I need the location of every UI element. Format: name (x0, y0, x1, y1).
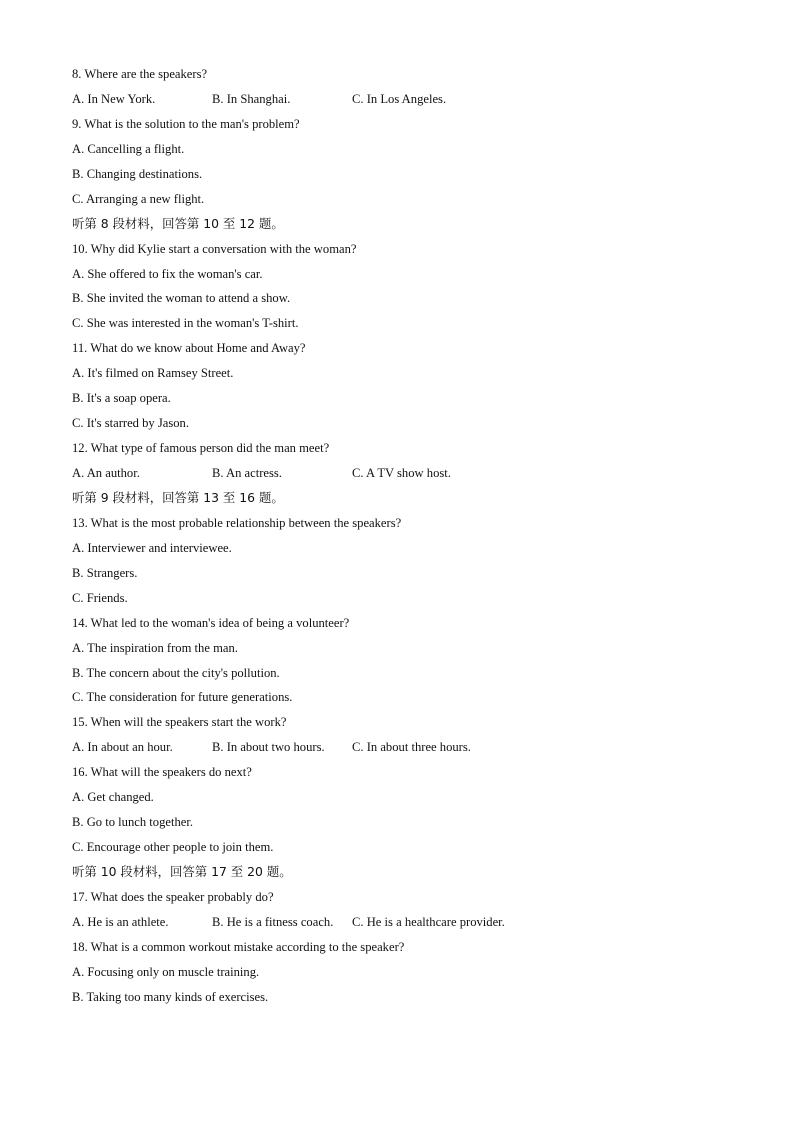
answer-option: B. Go to lunch together. (72, 815, 194, 830)
section-instruction: 听第 10 段材料，回答第 17 至 20 题。 (72, 864, 292, 879)
section-instruction: 听第 8 段材料，回答第 10 至 12 题。 (72, 215, 284, 231)
answer-option-b: B. In Shanghai. (212, 91, 291, 106)
document-page (72, 62, 732, 1010)
answer-option: C. The consideration for future generations. (72, 690, 293, 705)
option-row (72, 87, 732, 112)
question-text: 14. What led to the woman's idea of being a volunteer? (72, 615, 350, 630)
answer-option-c: C. In Los Angeles. (352, 91, 447, 106)
answer-option: B. The concern about the city's pollution. (72, 665, 280, 680)
question-text: 10. Why did Kylie start a conversation with the woman? (72, 241, 357, 256)
question-text: 15. When will the speakers start the work? (72, 715, 287, 730)
option-row (72, 735, 732, 760)
answer-option: C. Encourage other people to join them. (72, 840, 274, 855)
answer-option: A. Cancelling a flight. (72, 141, 185, 156)
question-text: 13. What is the most probable relationship between the speakers? (72, 515, 402, 530)
answer-option-b: B. In about two hours. (212, 740, 325, 755)
answer-option: B. Changing destinations. (72, 166, 203, 181)
question-text: 18. What is a common workout mistake according to the speaker? (72, 939, 405, 954)
answer-option: C. Friends. (72, 590, 128, 605)
answer-option-b: B. He is a fitness coach. (212, 914, 334, 929)
answer-option-b: B. An actress. (212, 466, 282, 480)
question-text: 8. Where are the speakers? (72, 67, 208, 81)
option-row (72, 910, 732, 935)
answer-option-c: C. In about three hours. (352, 740, 471, 755)
question-text: 12. What type of famous person did the man meet? (72, 441, 330, 456)
section-instruction: 听第 9 段材料，回答第 13 至 16 题。 (72, 489, 284, 505)
answer-option: C. Arranging a new flight. (72, 191, 205, 206)
question-text: 9. What is the solution to the man's problem? (72, 116, 300, 131)
answer-option: B. She invited the woman to attend a show. (72, 291, 291, 306)
answer-option-c: C. He is a healthcare provider. (352, 914, 505, 929)
answer-option: B. Strangers. (72, 565, 138, 580)
answer-option: B. It's a soap opera. (72, 391, 171, 406)
answer-option: A. Interviewer and interviewee. (72, 540, 232, 555)
answer-option: A. Get changed. (72, 790, 154, 805)
answer-option-a: A. An author. (72, 466, 140, 480)
question-text: 17. What does the speaker probably do? (72, 889, 274, 904)
answer-option: A. Focusing only on muscle training. (72, 964, 260, 979)
question-text: 16. What will the speakers do next? (72, 765, 252, 780)
option-row (72, 461, 732, 486)
answer-option: C. She was interested in the woman's T-shirt. (72, 316, 299, 331)
answer-option: A. She offered to fix the woman's car. (72, 266, 263, 281)
answer-option-a: A. In New York. (72, 91, 156, 106)
answer-option: A. It's filmed on Ramsey Street. (72, 366, 234, 381)
answer-option: B. Taking too many kinds of exercises. (72, 989, 269, 1004)
answer-option-a: A. In about an hour. (72, 740, 173, 755)
answer-option-c: C. A TV show host. (352, 466, 451, 480)
answer-option: C. It's starred by Jason. (72, 416, 189, 431)
question-text: 11. What do we know about Home and Away? (72, 341, 306, 356)
answer-option-a: A. He is an athlete. (72, 914, 169, 929)
answer-option: A. The inspiration from the man. (72, 640, 238, 655)
